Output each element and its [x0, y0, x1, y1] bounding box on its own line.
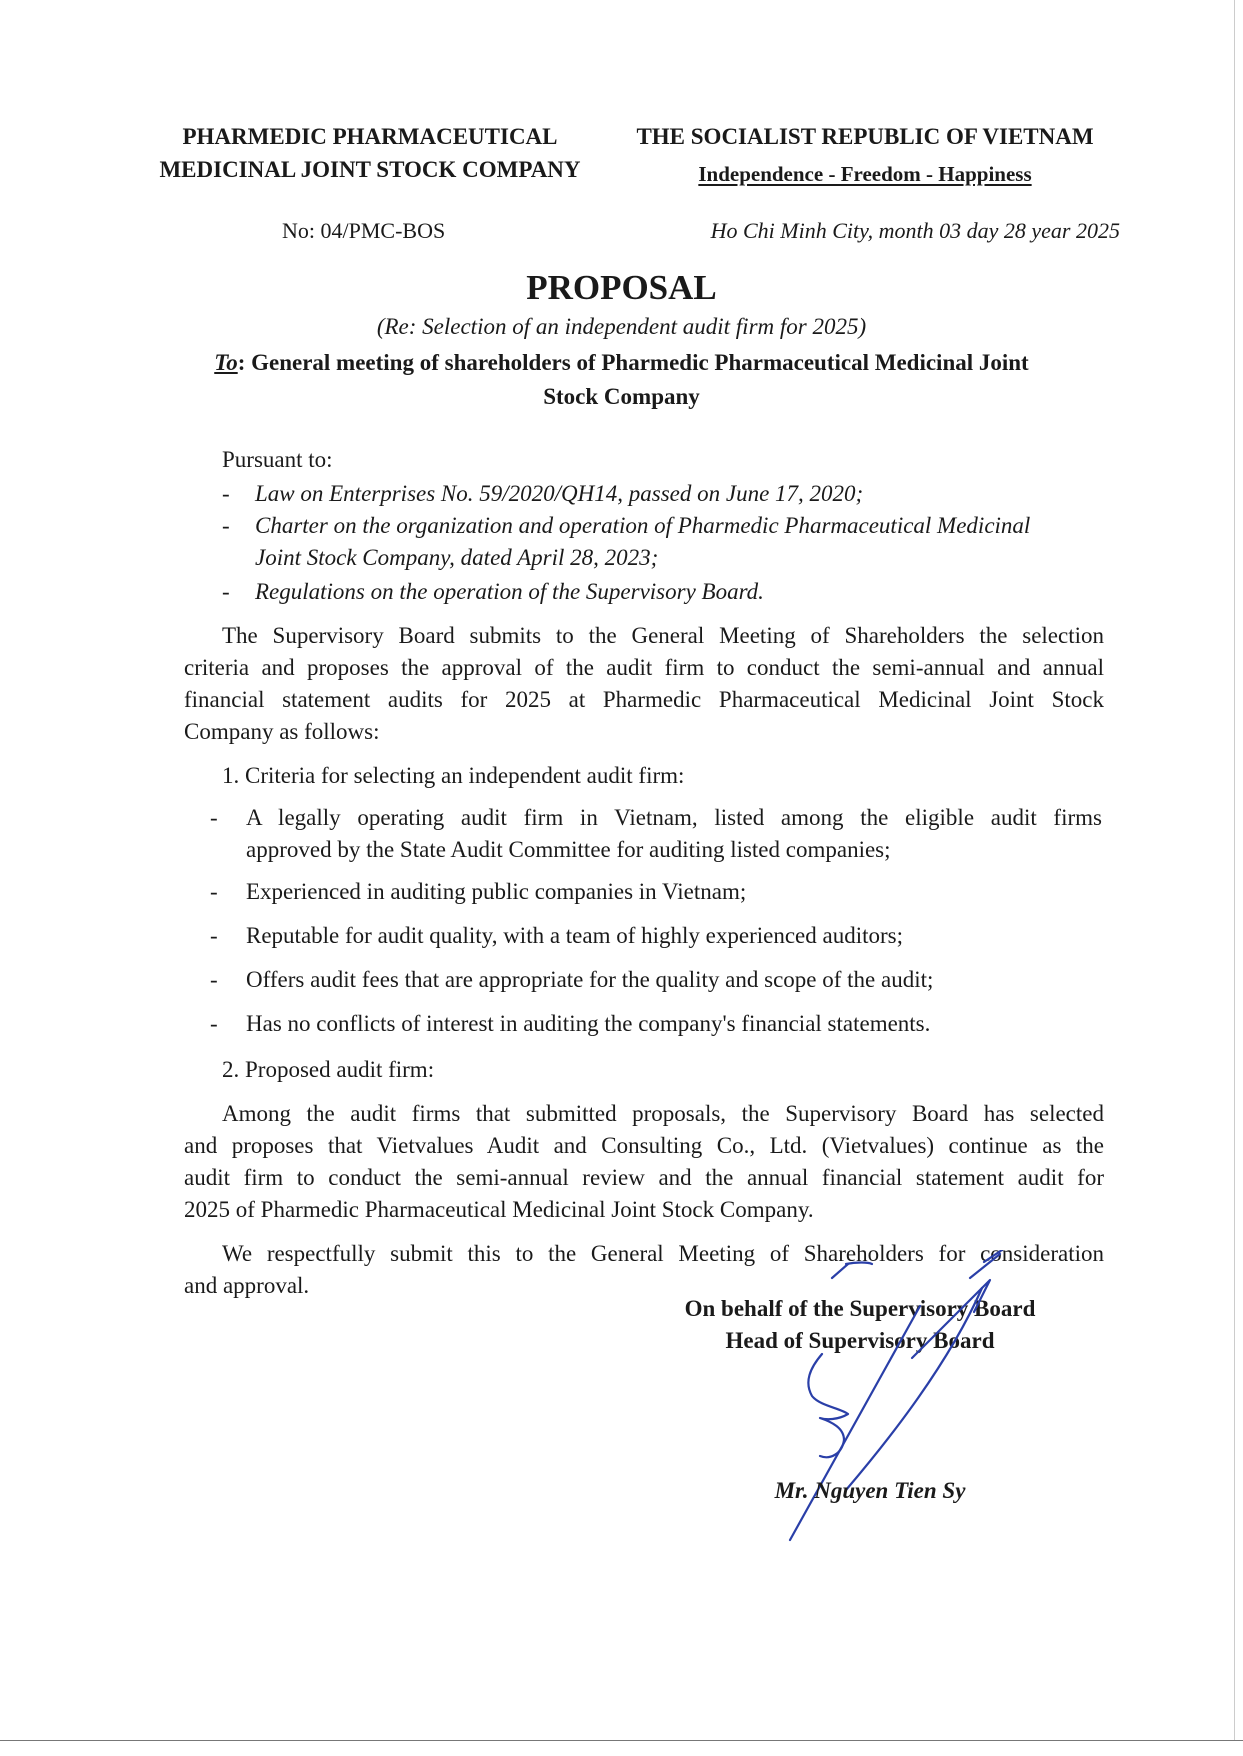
criteria-item-4: Offers audit fees that are appropriate for the quality and scope of the audit;: [246, 967, 934, 992]
criteria-item-5: Has no conflicts of interest in auditing the company's financial statements.: [246, 1011, 931, 1036]
criteria-item-1-line2: approved by the State Audit Committee for auditing listed companies;: [246, 837, 891, 862]
intro-line-4: Company as follows:: [184, 719, 380, 744]
signatory-name: Mr. Nguyen Tien Sy: [774, 1478, 966, 1503]
list-dash: -: [222, 513, 230, 538]
list-item: [210, 964, 1110, 996]
list-item: [210, 876, 1110, 908]
pursuant-intro: Pursuant to:: [222, 447, 333, 472]
intro-line-1: The Supervisory Board submits to the General Meeting of Shareholders the selection: [222, 623, 1104, 648]
document-number: No: 04/PMC-BOS: [282, 218, 446, 243]
list-item: [222, 576, 1122, 608]
criteria-item-2: Experienced in auditing public companies in Vietnam;: [246, 879, 747, 904]
list-dash: -: [210, 879, 218, 904]
section2-heading: 2. Proposed audit firm:: [222, 1057, 435, 1082]
signature-position: Head of Supervisory Board: [725, 1328, 995, 1353]
section2-line-3: audit firm to conduct the semi-annual review and the annual financial statement audit for: [184, 1165, 1104, 1190]
list-dash: -: [210, 1011, 218, 1036]
criteria-item-3: Reputable for audit quality, with a team of highly experienced auditors;: [246, 923, 904, 948]
recipient-line2: Stock Company: [543, 384, 700, 409]
document-subject: (Re: Selection of an independent audit firm for 2025): [376, 314, 867, 339]
criteria-item-1-line1: A legally operating audit firm in Vietnam, listed among the eligible audit firms: [246, 805, 1102, 830]
place-date: Ho Chi Minh City, month 03 day 28 year 2025: [710, 218, 1120, 243]
list-dash: -: [222, 579, 230, 604]
company-name-line2: MEDICINAL JOINT STOCK COMPANY: [159, 157, 581, 182]
list-dash: -: [210, 923, 218, 948]
section2-line-1: Among the audit firms that submitted proposals, the Supervisory Board has selected: [222, 1101, 1104, 1126]
country-name: THE SOCIALIST REPUBLIC OF VIETNAM: [636, 124, 1094, 149]
scan-bottom-edge: [0, 1740, 1243, 1741]
list-item: [210, 802, 1110, 866]
list-dash: -: [210, 805, 218, 830]
pursuant-item-2-line1: Charter on the organization and operation of Pharmedic Pharmaceutical Medicinal: [255, 513, 1031, 538]
list-dash: -: [222, 481, 230, 506]
signature-on-behalf: On behalf of the Supervisory Board: [684, 1296, 1036, 1321]
company-name: [140, 120, 600, 186]
intro-line-3: financial statement audits for 2025 at Pharmedic Pharmaceutical Medicinal Joint Stock: [184, 687, 1104, 712]
list-item: [222, 510, 1122, 574]
closing-line-2: and approval.: [184, 1273, 310, 1298]
list-item: [210, 920, 1110, 952]
recipient-line1: : General meeting of shareholders of Pharmedic Pharmaceutical Medicinal Joint: [237, 350, 1029, 375]
section2-paragraph: [184, 1098, 1104, 1226]
scan-right-edge: [1234, 0, 1235, 1740]
list-dash: -: [210, 967, 218, 992]
handwritten-signature: [760, 1250, 1080, 1560]
list-item: [210, 1008, 1110, 1040]
intro-paragraph: [184, 620, 1104, 748]
to-label: To: [214, 350, 238, 375]
pursuant-item-3: Regulations on the operation of the Supervisory Board.: [255, 579, 764, 604]
company-name-line1: PHARMEDIC PHARMACEUTICAL: [182, 124, 558, 149]
section2-line-2: and proposes that Vietvalues Audit and Consulting Co., Ltd. (Vietvalues) continue as the: [184, 1133, 1104, 1158]
closing-line-1: We respectfully submit this to the General Meeting of Shareholders for consideration: [222, 1241, 1104, 1266]
pursuant-item-1: Law on Enterprises No. 59/2020/QH14, passed on June 17, 2020;: [255, 481, 864, 506]
list-item: [222, 478, 1122, 510]
section1-heading: 1. Criteria for selecting an independent audit firm:: [222, 763, 685, 788]
document-title: PROPOSAL: [526, 268, 717, 307]
section2-line-4: 2025 of Pharmedic Pharmaceutical Medicinal Joint Stock Company.: [184, 1197, 814, 1222]
intro-line-2: criteria and proposes the approval of the audit firm to conduct the semi-annual and annual: [184, 655, 1104, 680]
recipient: [0, 346, 1243, 414]
pursuant-item-2-line2: Joint Stock Company, dated April 28, 2023;: [255, 545, 659, 570]
national-motto: Independence - Freedom - Happiness: [698, 162, 1032, 186]
